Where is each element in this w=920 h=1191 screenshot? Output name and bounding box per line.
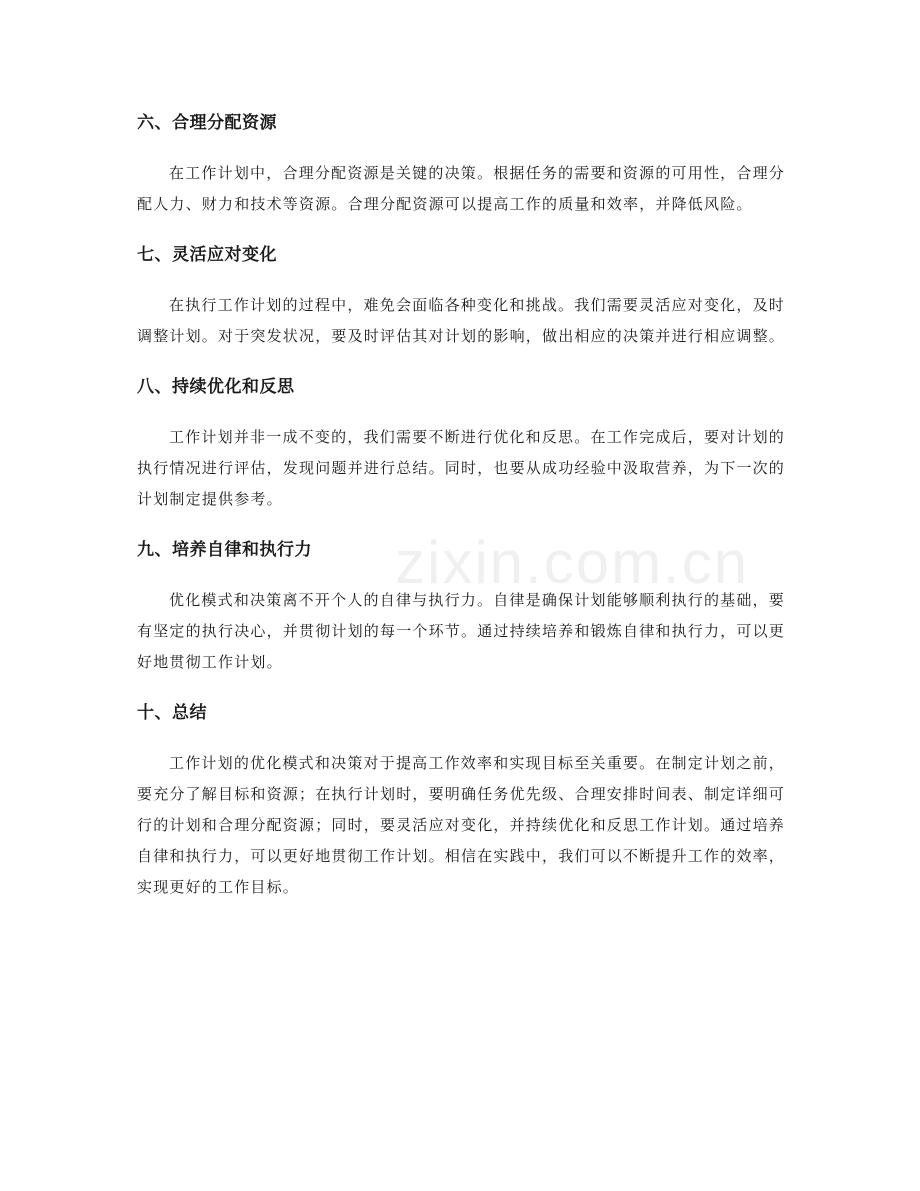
section-heading: 六、合理分配资源 bbox=[137, 113, 277, 133]
section-heading: 十、总结 bbox=[137, 703, 207, 723]
section-paragraph: 工作计划的优化模式和决策对于提高工作效率和实现目标至关重要。在制定计划之前，要充分了解目标和资源；在执行计划时，要明确任务优先级、合理安排时间表、制定详细可行的计划和合理分配资源；同时，要灵活应对变化，并持续优化和反思工作计划。通过培养自律和执行力，可以更好地贯彻工作计划。相信在实践中，我们可以不断提升工作的效率，实现更好的工作目标。 bbox=[137, 754, 786, 896]
section-paragraph: 优化模式和决策离不开个人的自律与执行力。自律是确保计划能够顺利执行的基础，要有坚定的执行决心，并贯彻计划的每一个环节。通过持续培养和锻炼自律和执行力，可以更好地贯彻工作计划。 bbox=[137, 591, 786, 671]
section-self-discipline bbox=[137, 535, 785, 678]
section-resource-allocation bbox=[137, 108, 785, 220]
section-heading: 八、持续优化和反思 bbox=[137, 377, 295, 397]
document-body bbox=[137, 108, 785, 923]
section-continuous-optimization bbox=[137, 372, 785, 515]
watermark: zixin.com.cn bbox=[395, 529, 750, 596]
section-heading: 七、灵活应对变化 bbox=[137, 245, 277, 265]
section-paragraph: 在工作计划中，合理分配资源是关键的决策。根据任务的需要和资源的可用性，合理分配人力、财力和技术等资源。合理分配资源可以提高工作的质量和效率，并降低风险。 bbox=[137, 164, 785, 213]
section-flexible-response bbox=[137, 240, 785, 352]
section-summary bbox=[137, 698, 785, 903]
section-paragraph: 在执行工作计划的过程中，难免会面临各种变化和挑战。我们需要灵活应对变化，及时调整计划。对于突发状况，要及时评估其对计划的影响，做出相应的决策并进行相应调整。 bbox=[137, 296, 786, 345]
section-heading: 九、培养自律和执行力 bbox=[137, 540, 312, 560]
section-paragraph: 工作计划并非一成不变的，我们需要不断进行优化和反思。在工作完成后，要对计划的执行情况进行评估，发现问题并进行总结。同时，也要从成功经验中汲取营养，为下一次的计划制定提供参考。 bbox=[137, 428, 786, 508]
